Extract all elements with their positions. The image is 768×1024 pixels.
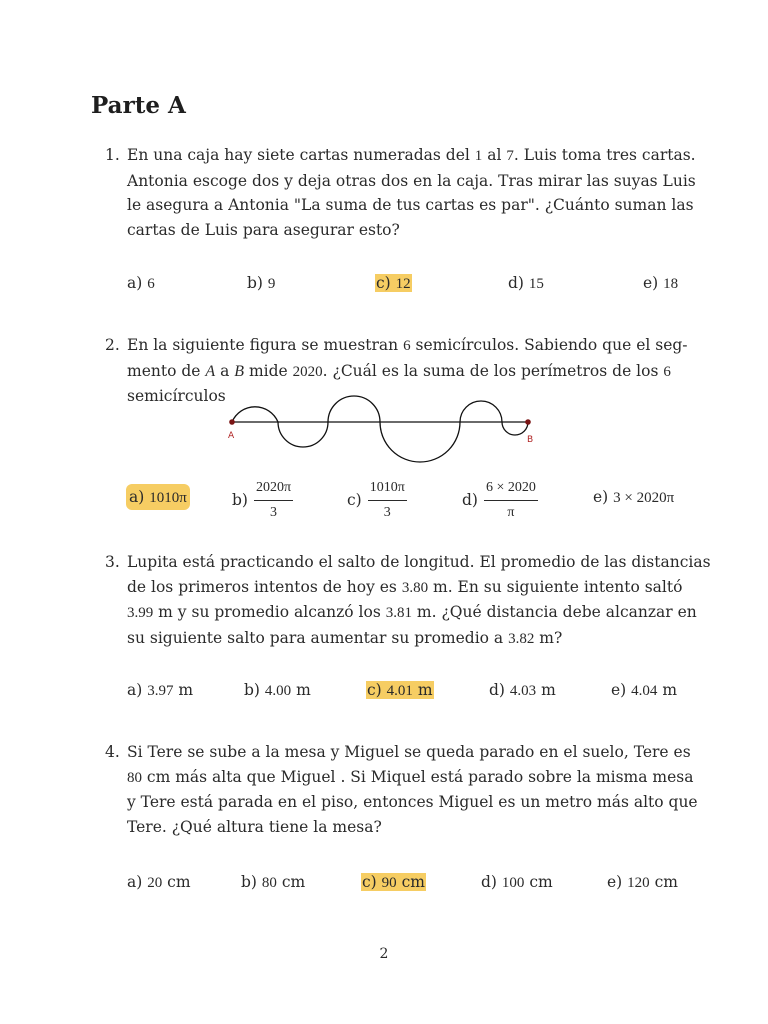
option-body	[643, 274, 678, 292]
fraction	[368, 478, 407, 523]
section-heading: Parte A	[91, 92, 186, 119]
math-number: 6	[403, 338, 411, 354]
option-label: e)	[607, 873, 623, 891]
option-label: b)	[241, 873, 257, 891]
option-a[interactable]	[126, 487, 190, 508]
problem-text-line	[127, 765, 694, 791]
math-number: 3.99	[127, 605, 154, 621]
option-unit: m	[662, 681, 678, 699]
text-run: a	[215, 361, 235, 380]
math-number: 1	[474, 148, 483, 164]
text-run: m. ¿Qué distancia debe alcanzar en	[411, 603, 697, 621]
text-run: . Luis toma tres cartas.	[513, 146, 696, 164]
option-d[interactable]	[508, 273, 544, 294]
problem-text-line	[127, 193, 694, 218]
option-body	[244, 681, 311, 699]
semicircle-3	[328, 396, 380, 422]
semicircle-5	[460, 401, 502, 422]
option-unit: m	[178, 681, 194, 699]
text-run: En la siguiente figura se muestran	[127, 336, 404, 354]
option-label: d)	[489, 681, 505, 699]
point-a-dot	[229, 419, 235, 425]
option-b[interactable]	[247, 273, 275, 294]
problem-number: 2.	[105, 336, 120, 354]
point-b-label: B	[527, 435, 534, 445]
text-run: mento de	[127, 361, 206, 380]
option-value: 6	[147, 276, 155, 292]
option-unit: cm	[401, 873, 425, 891]
text-run: y Tere está parada en el piso, entonces Miguel es un metro más alto que	[127, 793, 698, 811]
text-run: cm más alta que Miguel . Si Miquel está parado sobre la misma mesa	[142, 767, 694, 786]
option-value: 90	[381, 875, 397, 891]
option-b[interactable]	[241, 872, 305, 893]
fraction-denominator: 3	[383, 505, 391, 520]
problem-number: 4.	[105, 743, 120, 761]
option-c[interactable]	[366, 680, 434, 701]
option-value: 12	[395, 276, 411, 292]
option-label: b)	[247, 274, 263, 292]
math-number: 7	[506, 148, 514, 164]
option-d[interactable]	[489, 680, 556, 701]
text-run: de los primeros intentos de hoy es	[127, 577, 402, 596]
problem-number: 1.	[105, 146, 120, 164]
point-b-dot	[525, 419, 531, 425]
fraction	[484, 478, 538, 523]
option-value: 80	[261, 875, 277, 891]
text-run: Antonia escoge dos y deja otras dos en la caja. Tras mirar las suyas Luis	[127, 171, 696, 190]
option-c[interactable]	[361, 872, 426, 893]
option-body	[375, 274, 412, 292]
option-e[interactable]	[611, 680, 677, 701]
text-run: . ¿Cuál es la suma de los perímetros de los	[322, 361, 664, 380]
option-body	[127, 873, 191, 891]
problem-text	[127, 740, 698, 839]
option-label: e)	[611, 681, 627, 699]
option-value: 20	[147, 875, 163, 891]
point-a-label: A	[228, 431, 235, 441]
text-run: semicírculos	[127, 387, 226, 405]
option-b[interactable]	[244, 680, 311, 701]
option-value: 4.03	[509, 683, 537, 699]
text-run: cartas de Luis para asegurar esto?	[127, 220, 400, 239]
problem-text	[127, 550, 711, 651]
option-d[interactable]	[481, 872, 553, 893]
option-unit: m	[541, 681, 556, 699]
option-unit: cm	[529, 873, 553, 891]
option-body	[481, 873, 553, 891]
text-run: mide	[244, 361, 293, 380]
problem-text-line	[127, 333, 688, 359]
option-label: a)	[127, 274, 143, 292]
option-body	[366, 681, 434, 699]
option-body	[508, 274, 544, 292]
fraction-numerator: 1010π	[368, 478, 407, 501]
option-label: b)	[232, 490, 248, 509]
math-number: 3.82	[508, 630, 535, 647]
text-run: En una caja hay siete cartas numeradas del	[127, 146, 475, 164]
text-run: Tere. ¿Qué altura tiene la mesa?	[127, 817, 382, 836]
problem-text-line	[127, 550, 711, 575]
fraction	[254, 478, 293, 523]
math-variable: B	[234, 362, 245, 380]
text-run: su siguiente salto para aumentar su promedio a	[127, 628, 509, 647]
option-value: 18	[663, 276, 679, 292]
option-unit: m	[417, 681, 433, 699]
option-c[interactable]	[375, 273, 412, 294]
text-run: semicírculos. Sabiendo que el seg-	[410, 336, 688, 354]
problem-text-line	[127, 626, 679, 652]
option-label: d)	[481, 873, 497, 891]
math-number: 3.80	[401, 579, 429, 596]
option-label: d)	[462, 490, 478, 509]
option-body	[611, 681, 677, 699]
option-e[interactable]	[643, 273, 678, 294]
option-value: 100	[501, 875, 525, 891]
option-label: e)	[593, 488, 609, 506]
problem-text-line	[127, 359, 679, 385]
option-label: c)	[362, 873, 377, 891]
option-label: d)	[508, 274, 524, 292]
option-body	[126, 484, 190, 510]
option-value: 15	[528, 276, 544, 292]
option-a[interactable]	[127, 680, 193, 701]
option-body	[241, 873, 305, 891]
option-value: 4.00	[264, 683, 292, 699]
problem-text-line	[127, 790, 698, 815]
option-body	[593, 488, 674, 506]
problem-text-line	[127, 218, 679, 243]
option-unit: cm	[281, 873, 306, 891]
problem-text-line	[127, 169, 696, 194]
option-value: 4.01	[386, 683, 413, 699]
option-a[interactable]	[127, 273, 155, 294]
option-value: 9	[267, 276, 276, 292]
option-body	[127, 681, 193, 699]
text-run: m?	[534, 628, 563, 647]
option-d[interactable]	[462, 478, 538, 523]
math-number: 3.81	[385, 605, 412, 621]
text-run: le asegura a Antonia "La suma de tus cartas es par". ¿Cuánto suman las	[127, 196, 694, 214]
problem-text-line	[127, 600, 697, 626]
math-variable: A	[205, 362, 216, 380]
option-value: 1010π	[149, 490, 187, 506]
problem-text-line	[127, 143, 696, 169]
problem-text-line	[127, 815, 679, 840]
option-label: c)	[376, 274, 391, 292]
fraction-denominator: π	[507, 505, 515, 520]
semicircle-6	[502, 422, 528, 435]
math-number: 2020	[292, 363, 323, 380]
option-body	[489, 681, 556, 699]
option-label: b)	[244, 681, 260, 699]
option-label: a)	[129, 488, 145, 506]
option-body	[247, 274, 275, 292]
option-e[interactable]	[593, 487, 674, 508]
option-unit: m	[296, 681, 311, 699]
problem-number: 3.	[105, 553, 120, 571]
option-body	[127, 274, 155, 292]
option-value: 3 × 2020π	[613, 490, 675, 506]
problem-text	[127, 143, 696, 242]
option-value: 3.97	[147, 683, 174, 699]
fraction-numerator: 6 × 2020	[484, 478, 538, 501]
option-e[interactable]	[607, 872, 678, 893]
semicircles-figure	[222, 392, 542, 467]
option-label: a)	[127, 873, 143, 891]
problem-text-line	[127, 575, 683, 601]
text-run: m. En su siguiente intento saltó	[428, 577, 683, 596]
page-number: 2	[379, 946, 389, 962]
option-c[interactable]	[347, 478, 407, 523]
semicircle-4	[380, 422, 460, 462]
option-body	[607, 873, 678, 891]
option-value: 4.04	[631, 683, 658, 699]
option-label: e)	[643, 274, 659, 292]
text-run: al	[482, 146, 507, 164]
option-b[interactable]	[232, 478, 293, 523]
text-run: Lupita está practicando el salto de longitud. El promedio de las distancias	[127, 553, 711, 571]
option-unit: cm	[167, 873, 191, 891]
math-number: 80	[127, 769, 142, 786]
option-label: a)	[127, 681, 143, 699]
semicircle-1	[232, 407, 278, 422]
problem-text-line	[127, 740, 691, 765]
fraction-denominator: 3	[270, 505, 278, 520]
option-label: c)	[367, 681, 382, 699]
text-run: m y su promedio alcanzó los	[153, 603, 386, 621]
math-number: 6	[663, 363, 671, 380]
fraction-numerator: 2020π	[254, 478, 293, 501]
text-run: Si Tere se sube a la mesa y Miguel se queda parado en el suelo, Tere es	[127, 743, 691, 761]
option-value: 120	[627, 875, 650, 891]
option-body	[361, 873, 426, 891]
option-unit: cm	[654, 873, 678, 891]
semicircle-2	[278, 422, 328, 447]
option-a[interactable]	[127, 872, 191, 893]
option-label: c)	[347, 490, 362, 509]
